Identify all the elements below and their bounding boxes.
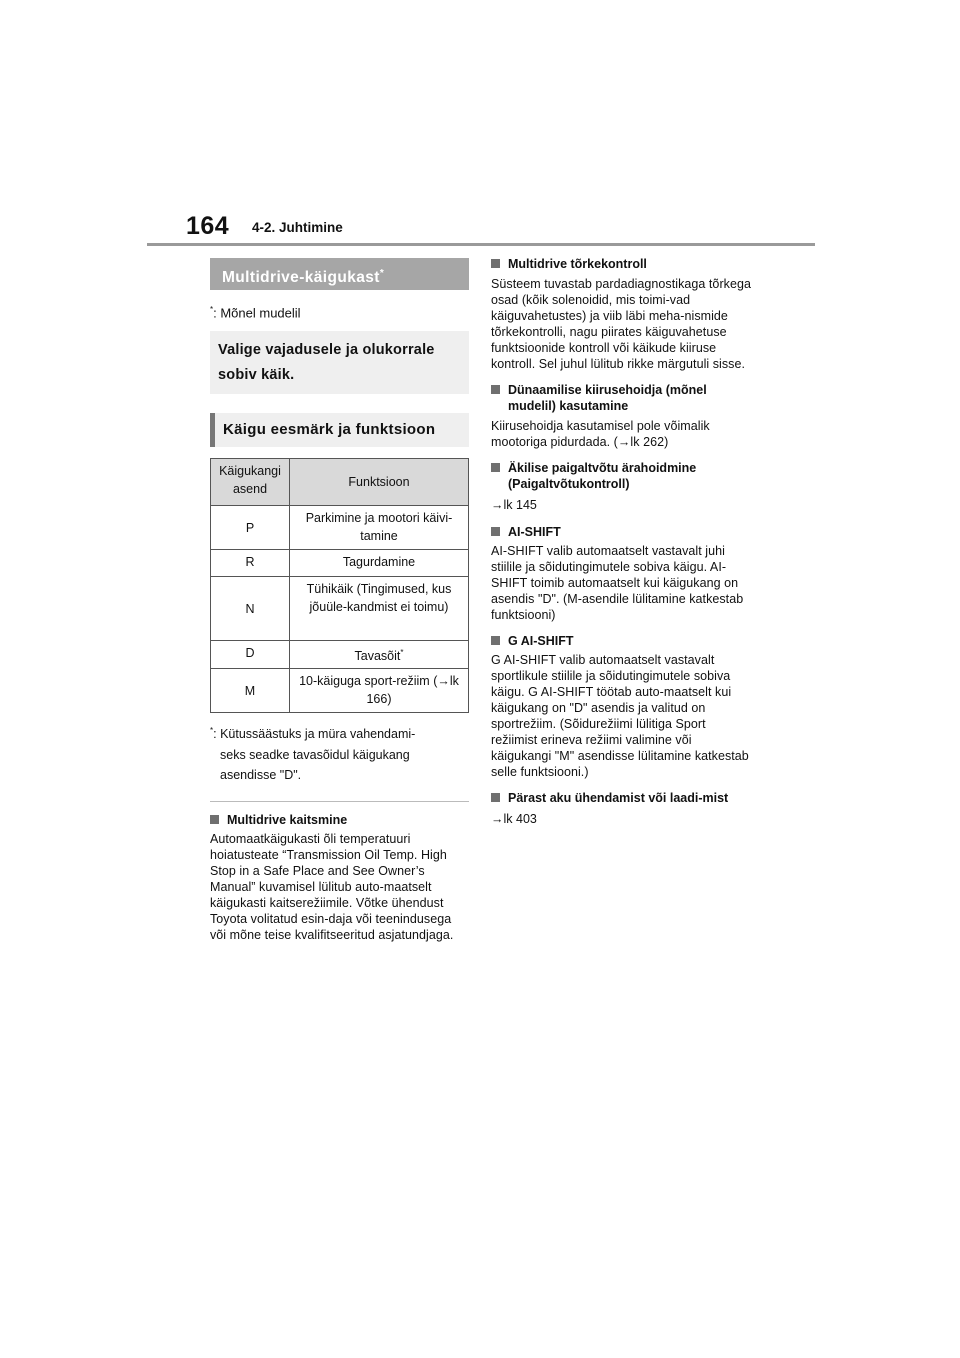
info-block-heading: [491, 633, 753, 649]
table-header-row: [211, 459, 469, 506]
info-block-heading: [210, 812, 469, 828]
page-number: 164: [186, 212, 230, 240]
square-bullet-icon: [491, 636, 500, 645]
square-bullet-icon: [491, 793, 500, 802]
table-row: [211, 577, 469, 641]
info-block-heading: [491, 524, 753, 540]
info-block-heading: [491, 460, 753, 492]
info-block: [491, 382, 753, 450]
table-cell-position: R: [211, 550, 290, 577]
square-bullet-icon: [491, 259, 500, 268]
intro-box: Valige vajadusele ja olukorrale sobiv käik.: [210, 331, 469, 394]
table-cell-function: Tühikäik (Tingimused, kus jõuüle-kandmist ei toimu): [290, 577, 469, 641]
square-bullet-icon: [210, 815, 219, 824]
info-block-text: G AI-SHIFT valib automaatselt vastavalt sportlikule stiilile ja sõidutingimutele sobiva käigu. G AI-SHIFT töötab auto-maatselt kui käigukang on "D" asendis ja valitud on sportrežiim. (Sõidurežiimi lülitiga Sport režiimist erineva režiimi valimine või käigukangi "M" asendisse lülitamine katkestab selle funktsiooni.): [491, 653, 749, 779]
model-note-mark: *: [210, 305, 214, 314]
page-reference-link[interactable]: →lk 145: [491, 498, 537, 512]
table-cell-function: 10-käiguga sport-režiim (→lk 166): [290, 669, 469, 713]
model-note-text: : Mõnel mudelil: [213, 305, 301, 321]
square-bullet-icon: [491, 527, 500, 536]
info-block: [491, 633, 753, 780]
info-block-heading: [491, 790, 753, 806]
table-cell-position: N: [211, 577, 290, 641]
info-block: [210, 812, 469, 943]
page-reference-link[interactable]: →lk 403: [491, 812, 537, 826]
info-block-text: Süsteem tuvastab pardadiagnostikaga tõrkega osad (kõik solenoidid, mis toimi-vad käiguvahetustes) ja viib läbi meha-nismide tõrkekontrolli, nagu piirates käiguvahetuse funktsioonide kontroll või käikude kiiruse kontroll. Sel juhul lülitub rikke märgutuli sisse.: [491, 277, 751, 371]
model-note: [210, 300, 469, 322]
table-row: [211, 506, 469, 550]
right-column: [491, 256, 753, 827]
info-block-heading-text: Multidrive kaitsmine: [227, 812, 348, 827]
info-block-heading-text: G AI-SHIFT: [508, 634, 574, 648]
table-cell-position: M: [211, 669, 290, 713]
info-block-heading-text: Dünaamilise kiirusehoidja (mõnel mudelil) kasutamine: [508, 383, 707, 413]
table-cell-function: Tagurdamine: [290, 550, 469, 577]
section-title: 4-2. Juhtimine: [252, 220, 343, 235]
info-block-heading-text: AI-SHIFT: [508, 525, 561, 539]
footnote-mark: *: [210, 726, 214, 736]
info-block-heading-text: Pärast aku ühendamist või laadi-mist: [508, 791, 729, 805]
info-block: [491, 524, 753, 623]
gear-table: [210, 458, 469, 713]
table-cell-function-mark: *: [400, 648, 404, 658]
gear-table-wrap: [210, 458, 469, 713]
header-rule: [147, 243, 815, 246]
info-block: [491, 790, 753, 827]
table-cell-function: [290, 641, 469, 669]
chapter-title: Multidrive-käigukast: [222, 269, 380, 287]
info-block-heading: [491, 382, 753, 414]
info-block-text: AI-SHIFT valib automaatselt vastavalt juhi stiilile ja sõidutingimutele sobiva käigu. AI-SHIFT toimib automaatselt kui käigukang on asendis "D". (M-asendile lülitamine katkestab funktsiooni): [491, 544, 744, 622]
footnote-line-2: seks seadke tavasõidul käigukang: [220, 747, 410, 762]
info-block-heading-text: Äkilise paigaltvõtu ärahoidmine (Paigaltvõtukontroll): [508, 461, 697, 491]
chapter-title-bar: [210, 258, 469, 290]
separator: [210, 801, 469, 802]
table-row: [211, 550, 469, 577]
info-block-text: Kiirusehoidja kasutamisel pole võimalik mootoriga pidurdada. (→lk 262): [491, 419, 710, 449]
table-row: [211, 669, 469, 713]
table-header-function: Funktsioon: [290, 459, 469, 506]
square-bullet-icon: [491, 463, 500, 472]
left-column: [210, 258, 469, 943]
table-row: [211, 641, 469, 669]
table-header-position: Käigukangi asend: [211, 459, 290, 506]
info-block-heading: [491, 256, 753, 272]
info-block: [491, 460, 753, 513]
table-cell-function: Parkimine ja mootori käivi-tamine: [290, 506, 469, 550]
footnote-line-3: asendisse "D".: [220, 767, 302, 782]
info-block-heading-text: Multidrive tõrkekontroll: [508, 257, 647, 271]
footnote-line-1: : Kütussäästuks ja müra vahendami-: [213, 727, 416, 742]
info-block-text: Automaatkäigukasti õli temperatuuri hoiatusteate “Transmission Oil Temp. High Stop in a Safe Place and See Owner’s Manual” kuvamisel lülitub auto-maatselt käigukasti kaitserežiimile. Võtke ühendust Toyota volitatud esin-daja või teenindusega või mõne teise kvalifitseeritud asjatundjaga.: [210, 831, 454, 942]
square-bullet-icon: [491, 385, 500, 394]
chapter-title-mark: *: [379, 268, 385, 279]
subheading: Käigu eesmärk ja funktsioon: [210, 413, 469, 447]
table-cell-position: D: [211, 641, 290, 669]
table-footnote: [210, 721, 469, 784]
table-cell-position: P: [211, 506, 290, 550]
table-cell-function-text: Tavasõit: [354, 649, 401, 664]
info-block: [491, 256, 753, 372]
